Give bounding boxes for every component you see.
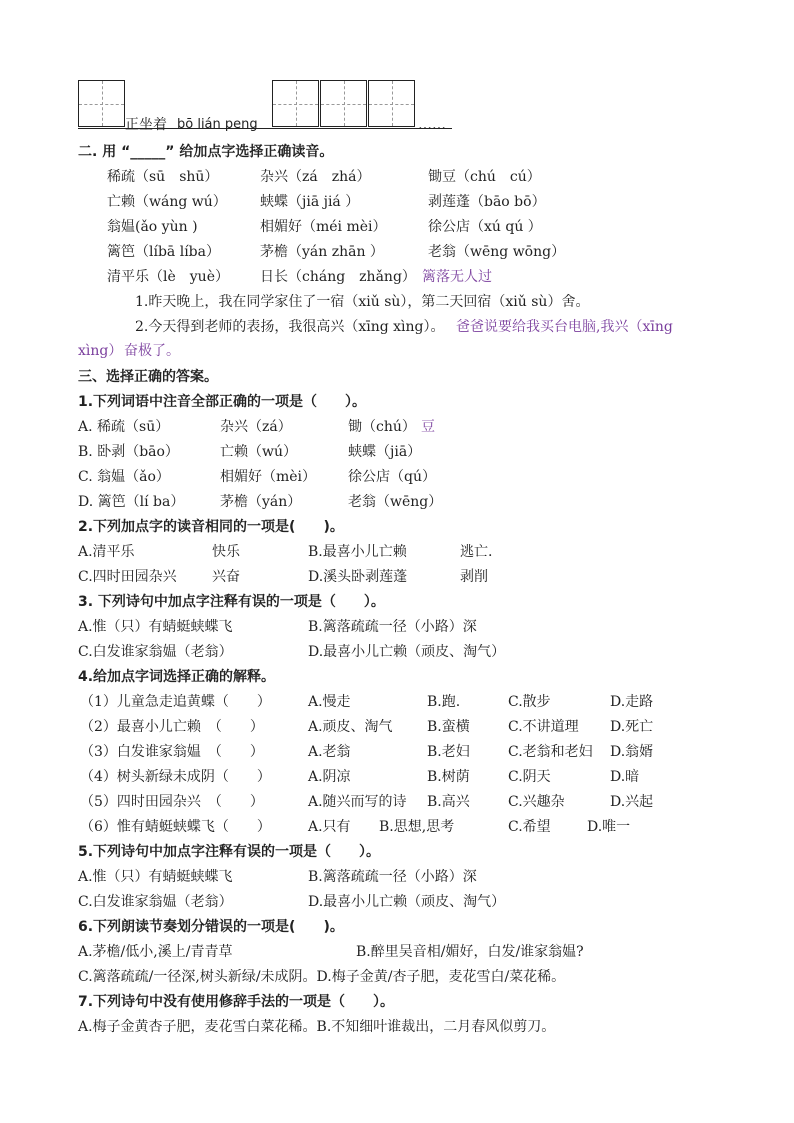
writing-grid-box[interactable]: [368, 80, 415, 127]
q4-option: C.兴趣杂: [508, 794, 565, 810]
q4-option: B.思想,思考: [379, 819, 455, 835]
s2-cell: 茅檐（yán zhān ）: [260, 244, 384, 260]
s2-cell: 亡赖（wáng wú）: [107, 194, 227, 210]
q1-option: B. 卧剥（bāo）: [78, 444, 179, 460]
q1-option: 老翁（wēng）: [348, 494, 443, 510]
q1-option: 豆: [421, 419, 435, 435]
q1-option: 相媚好（mèi）: [220, 469, 317, 485]
q4-option: C.老翁和老妇: [508, 744, 593, 760]
q4-option: B.蛮横: [427, 719, 470, 735]
q3-option: B.篱落疏疏一径（小路）深: [308, 619, 477, 635]
q1-option: 茅檐（yán）: [220, 494, 302, 510]
q4-option: A.老翁: [308, 744, 351, 760]
q4-option: D.唯一: [587, 819, 631, 835]
q6-option: C.篱落疏疏/一径深,树头新绿/未成阴。D.梅子金黄/杏子肥，麦花雪白/菜花稀。: [78, 969, 566, 985]
s2-cell: 徐公店（xú qú ）: [428, 219, 542, 235]
s2-sentence-1: 1.昨天晚上，我在同学家住了一宿（xiǔ sù），第二天回宿（xiǔ sù）舍。: [135, 294, 590, 310]
q1-option: 蛱蝶（jiā）: [348, 444, 422, 460]
q4-stem: （3）白发谁家翁媪 （ ）: [80, 744, 264, 760]
q2-option: D.溪头卧剥莲蓬: [308, 569, 408, 585]
q4-option: B.树荫: [427, 769, 470, 785]
q4-option: A.慢走: [308, 694, 351, 710]
q4-option: D.走路: [610, 694, 654, 710]
s2-cell: 锄豆（chú cú）: [428, 169, 541, 185]
s2-cell: 剥莲蓬（bāo bō）: [428, 194, 546, 210]
section-3-title: 三、选择正确的答案。: [78, 369, 218, 385]
q4-option: A.顽皮、淘气: [308, 719, 393, 735]
q5-option: A.惟（只）有蜻蜓蛱蝶飞: [78, 869, 233, 885]
q4-option: C.散步: [508, 694, 551, 710]
q2-option: 兴奋: [212, 569, 240, 585]
s2-cell: 日长（cháng zhǎng）: [260, 269, 416, 285]
q1-option: 徐公店（qú）: [348, 469, 436, 485]
q4-option: A.只有: [308, 819, 351, 835]
q4-stem: （4）树头新绿未成阴（ ）: [80, 769, 271, 785]
question-2: 2.下列加点字的读音相同的一项是( )。: [78, 519, 344, 535]
q4-option: C.阴天: [508, 769, 551, 785]
question-6: 6.下列朗读节奏划分错误的一项是( )。: [78, 919, 344, 935]
q1-option: 杂兴（zá）: [220, 419, 292, 435]
s2-cell: 翁媪(ǎo yùn ): [107, 219, 198, 235]
q1-option: D. 篱笆（lí ba）: [78, 494, 185, 510]
q3-option: D.最喜小儿亡赖（顽皮、淘气）: [308, 644, 506, 660]
q4-option: B.老妇: [427, 744, 470, 760]
s2-sentence-2b: 爸爸说要给我买台电脑,我兴（xīng: [456, 319, 673, 335]
s2-cell: 稀疏（sū shū）: [107, 169, 219, 185]
q2-option: 剥削: [460, 569, 488, 585]
q5-option: B.篱落疏疏一径（小路）深: [308, 869, 477, 885]
s2-cell-purple: 篱落无人过: [422, 269, 492, 285]
q4-stem: （6）惟有蜻蜓蛱蝶飞（ ）: [80, 819, 271, 835]
q6-option: A.茅檐/低小,溪上/青青草: [78, 944, 233, 960]
q4-stem: （2）最喜小儿亡赖 （ ）: [80, 719, 264, 735]
q1-option: 亡赖（wú）: [220, 444, 297, 460]
q1-option: C. 翁媪（ǎo）: [78, 469, 170, 485]
question-1: 1.下列词语中注音全部正确的一项是（ ）。: [78, 394, 367, 410]
s2-cell: 蛱蝶（jiā jiá ）: [260, 194, 360, 210]
writing-grid-box[interactable]: [78, 80, 125, 127]
q4-option: B.高兴: [427, 794, 470, 810]
q5-option: C.白发谁家翁媪（老翁）: [78, 894, 233, 910]
q1-option: 锄（chú）: [348, 419, 416, 435]
q4-option: D.死亡: [610, 719, 654, 735]
q4-stem: （5）四时田园杂兴 （ ）: [80, 794, 264, 810]
q4-option: D.翁婿: [610, 744, 654, 760]
q6-option: B.醉里吴音相/媚好，白发/谁家翁媪?: [356, 944, 584, 960]
top-text: 正坐着: [125, 117, 167, 133]
q7-option: A.梅子金黄杏子肥，麦花雪白菜花稀。B.不知细叶谁裁出，二月春风似剪刀。: [78, 1019, 556, 1035]
s2-sentence-2a: 2.今天得到老师的表扬，我很高兴（xīng xìng）。: [135, 319, 445, 335]
writing-grid-box[interactable]: [320, 80, 367, 127]
question-4: 4.给加点字词选择正确的解释。: [78, 669, 276, 685]
q4-option: C.不讲道理: [508, 719, 579, 735]
question-5: 5.下列诗句中加点字注释有误的一项是（ ）。: [78, 844, 381, 860]
top-ellipsis: ……: [418, 117, 446, 133]
divider-line: [78, 128, 452, 129]
s2-cell: 老翁（wēng wōng）: [428, 244, 566, 260]
question-7: 7.下列诗句中没有使用修辞手法的一项是（ ）。: [78, 994, 395, 1010]
s2-sentence-2d: 奋极了。: [124, 343, 180, 359]
q2-option: 逃亡.: [460, 544, 493, 560]
q2-option: B.最喜小儿亡赖: [308, 544, 407, 560]
q4-option: A.阴凉: [308, 769, 351, 785]
q4-option: B.跑.: [427, 694, 461, 710]
q4-option: D.兴起: [610, 794, 654, 810]
q3-option: C.白发谁家翁媪（老翁）: [78, 644, 233, 660]
s2-cell: 杂兴（zá zhá）: [260, 169, 371, 185]
top-pinyin: bō lián peng: [177, 117, 258, 132]
q2-option: A.清平乐: [78, 544, 135, 560]
s2-cell: 清平乐（lè yuè）: [107, 269, 229, 285]
q1-option: A. 稀疏（sū）: [78, 419, 170, 435]
q4-option: D.暗: [610, 769, 640, 785]
s2-cell: 相媚好（méi mèi）: [260, 219, 387, 235]
question-3: 3. 下列诗句中加点字注释有误的一项是（ ）。: [78, 594, 385, 610]
s2-cell: 篱笆（líbā líba）: [107, 244, 220, 260]
q5-option: D.最喜小儿亡赖（顽皮、淘气）: [308, 894, 506, 910]
q2-option: C.四时田园杂兴: [78, 569, 177, 585]
q4-option: A.随兴而写的诗: [308, 794, 407, 810]
q4-option: C.希望: [508, 819, 551, 835]
q2-option: 快乐: [212, 544, 240, 560]
writing-grid-box[interactable]: [272, 80, 319, 127]
q3-option: A.惟（只）有蜻蜓蛱蝶飞: [78, 619, 233, 635]
s2-sentence-2c: xìng）: [78, 343, 123, 359]
section-2-title: 二. 用 “_____” 给加点字选择正确读音。: [78, 144, 334, 160]
q4-stem: （1）儿童急走追黄蝶（ ）: [80, 694, 271, 710]
